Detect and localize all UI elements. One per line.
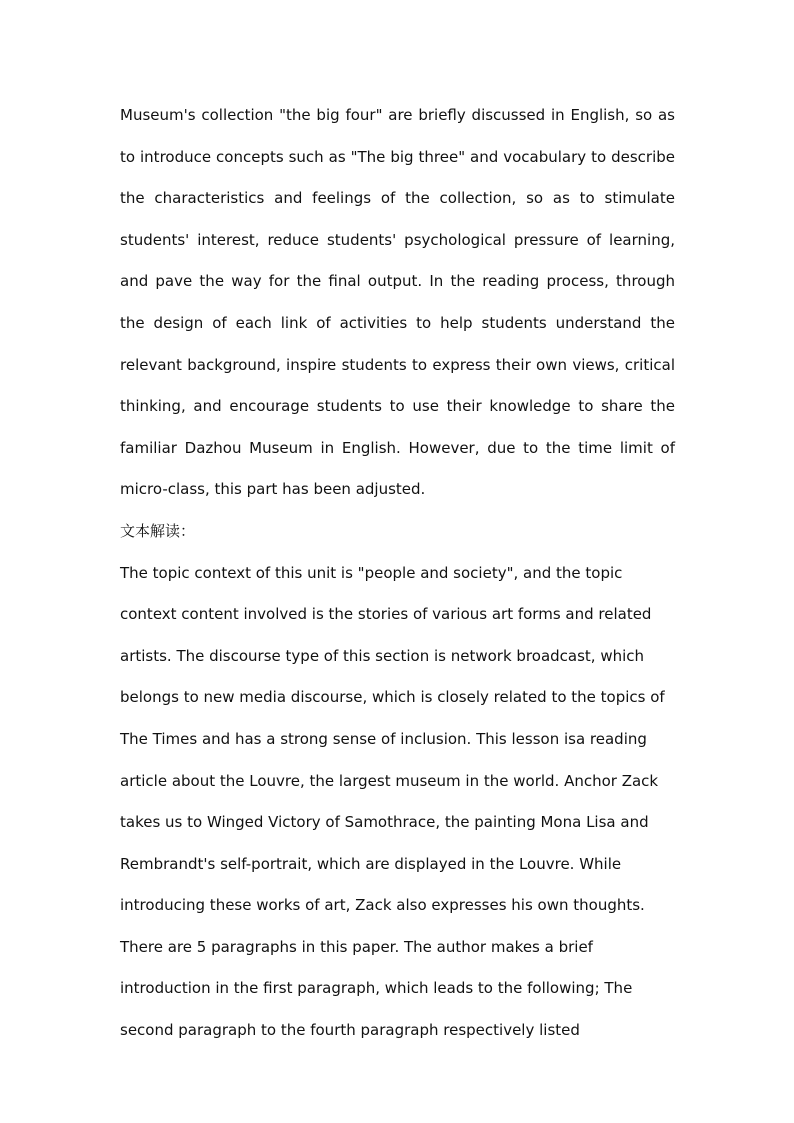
paragraph-intro-continued: Museum's collection "the big four" are briefly discussed in English, so as to introduce concepts such as "The big three" and vocabulary to describe the characteristics and feelings of the collection, so as to stimulate students' interest, reduce students' psychological pressure of learning, and pave the way for the final output. In the reading process, through the design of each link of activities to help students understand the relevant background, inspire students to express their own views, critical thinking, and encourage students to use their knowledge to share the familiar Dazhou Museum in English. However, due to the time limit of micro-class, this part has been adjusted. (120, 106, 675, 499)
paragraph-text-analysis: The topic context of this unit is "people and society", and the topic context content involved is the stories of various art forms and related artists. The discourse type of this section is network broadcast, which belongs to new media discourse, which is closely related to the topics of The Times and has a strong sense of inclusion. This lesson isa reading article about the Louvre, the largest museum in the world. Anchor Zack takes us to Winged Victory of Samothrace, the painting Mona Lisa and Rembrandt's self-portrait, which are displayed in the Louvre. While introducing these works of art, Zack also expresses his own thoughts. There are 5 paragraphs in this paper. The author makes a brief introduction in the first paragraph, which leads to the following; The second paragraph to the fourth paragraph respectively listed (120, 563, 665, 1040)
document-page (120, 95, 675, 1052)
section-heading: 文本解读： (120, 521, 196, 540)
